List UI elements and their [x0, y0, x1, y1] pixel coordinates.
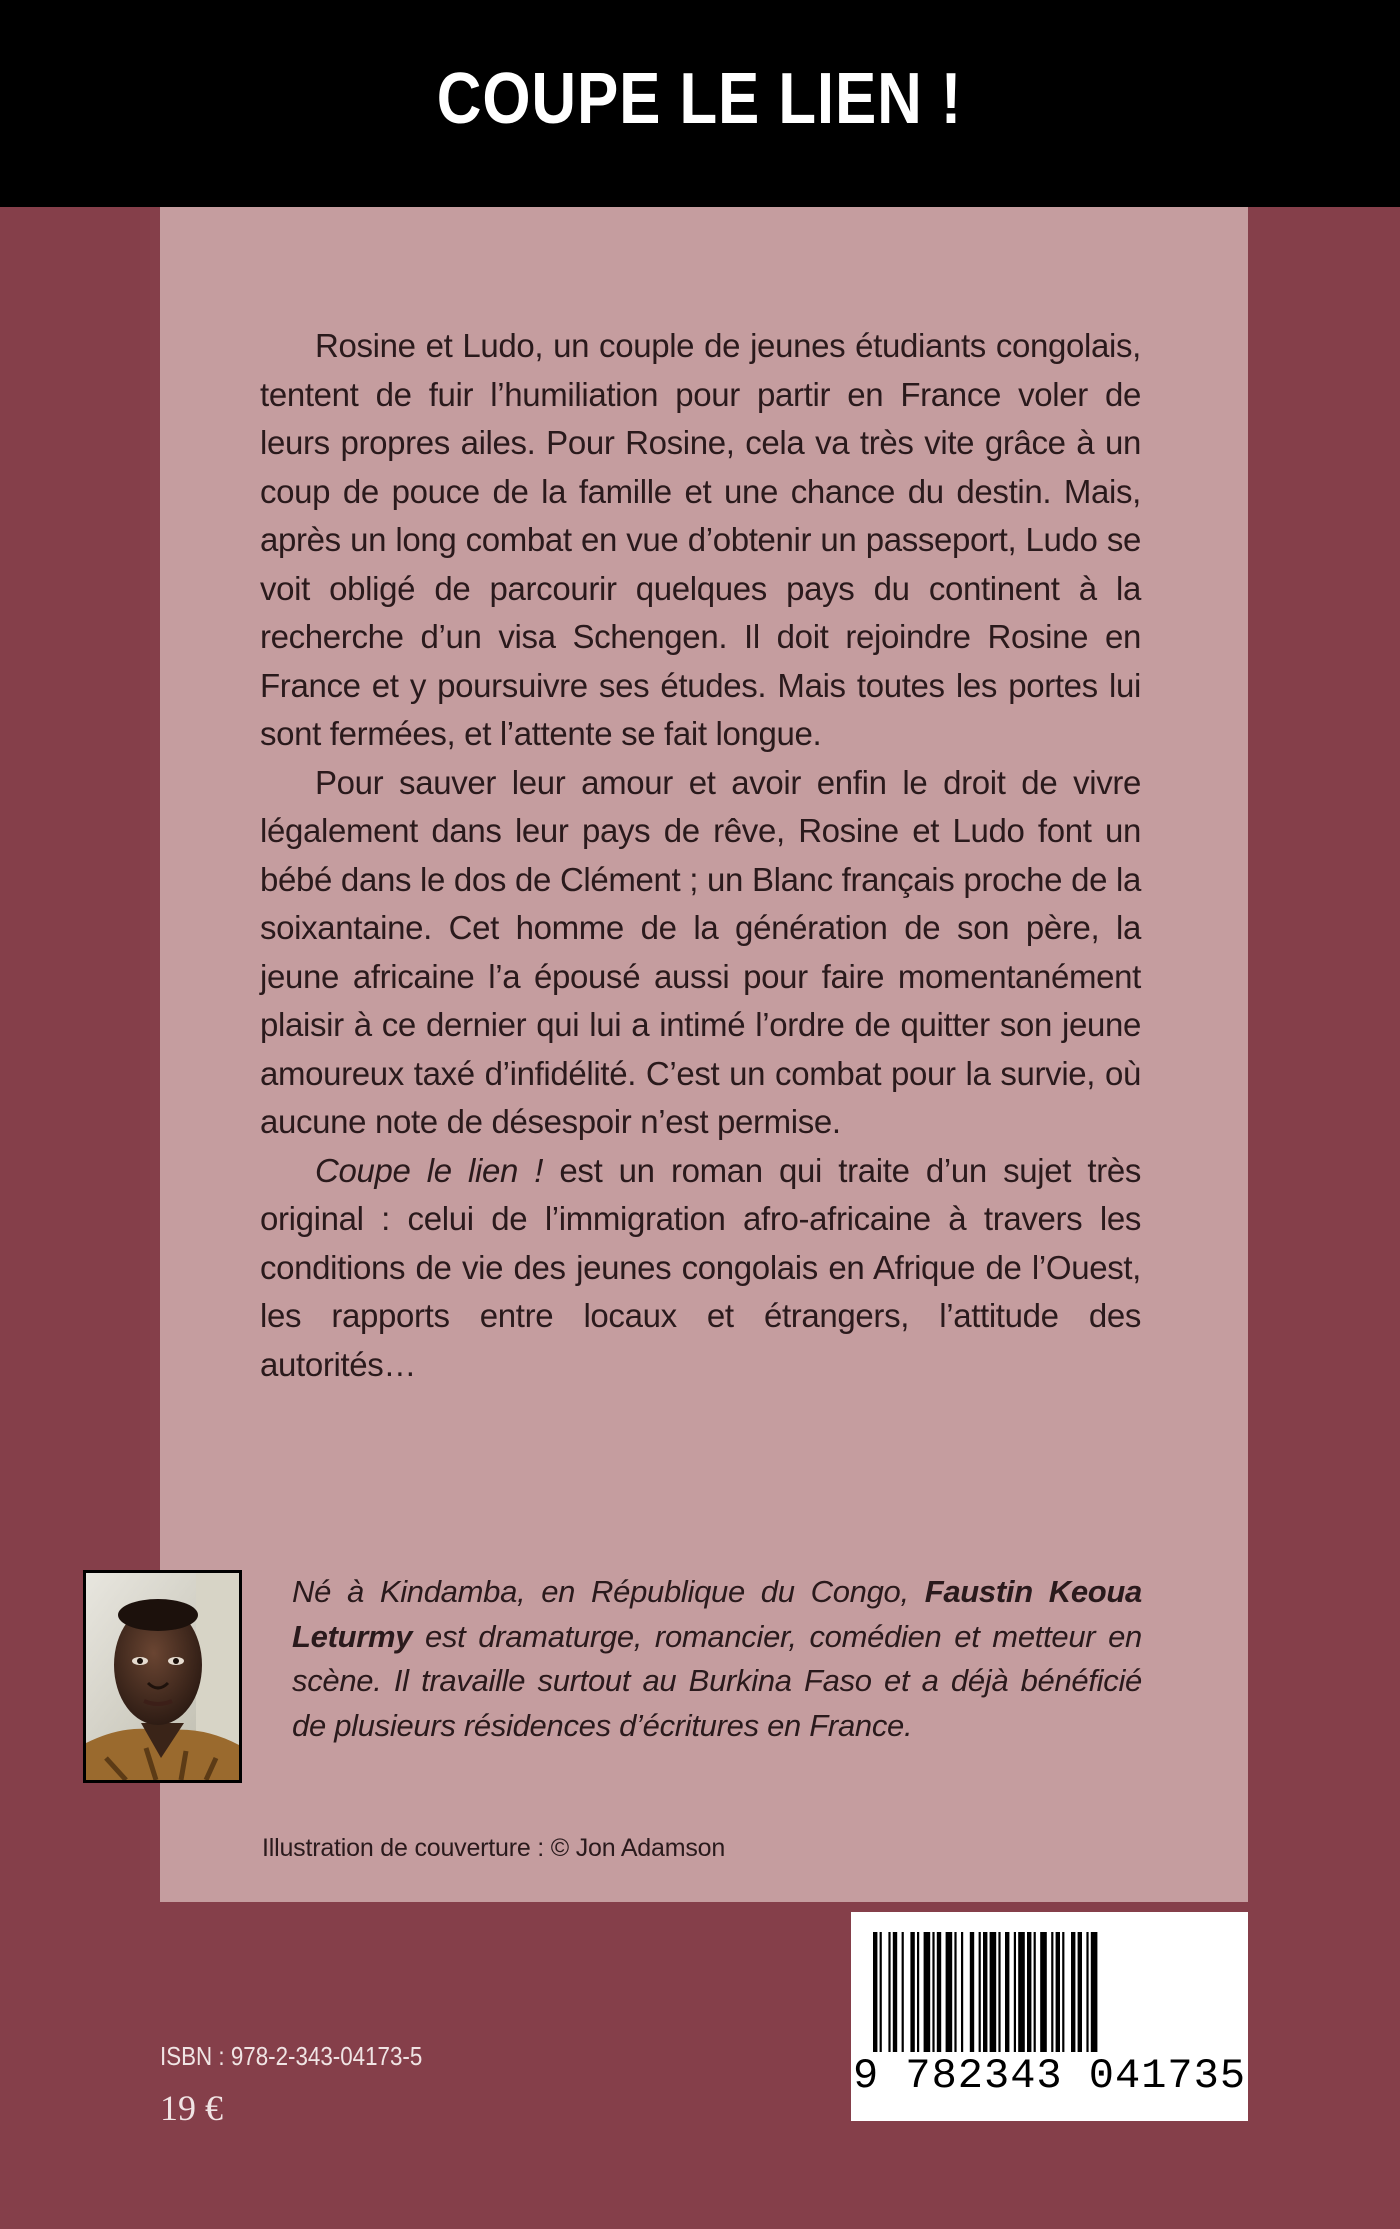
barcode-bar	[1062, 1932, 1064, 2052]
summary-paragraph-3-text: est un roman qui traite d’un sujet très original : celui de l’immigration afro-africaine à travers les conditions de vie des jeunes congolais en Afrique de l’Ouest, les rapports entre locaux et étrangers, l’attitude des autorités…	[260, 1151, 1141, 1383]
summary-paragraph-3	[260, 1147, 1141, 1390]
barcode-bar	[932, 1932, 934, 2052]
barcode-bar	[1071, 1932, 1075, 2052]
barcode-bar	[937, 1932, 941, 2052]
barcode-bar	[970, 1932, 974, 2052]
summary-title-italic: Coupe le lien !	[315, 1151, 544, 1189]
barcode-bar	[1005, 1932, 1009, 2052]
barcode-bar	[1091, 1932, 1098, 2052]
barcode	[851, 1912, 1248, 2121]
barcode-bar	[893, 1932, 897, 2052]
summary-paragraph-2: Pour sauver leur amour et avoir enfin le droit de vivre légalement dans leur pays de rêve, Rosine et Ludo font un bébé dans le dos de Clément ; un Blanc français proche de la soixantaine. Cet homme de la génération de son père, la jeune africaine l’a épousé aussi pour faire momentanément plaisir à ce dernier qui lui a intimé l’ordre de quitter son jeune amoureux taxé d’infidélité. C’est un combat pour la survie, où aucune note de désespoir n’est permise.	[260, 763, 1141, 1140]
barcode-bar	[902, 1932, 904, 2052]
barcode-bar	[954, 1932, 956, 2052]
isbn: ISBN : 978-2-343-04173-5	[160, 2041, 423, 2071]
barcode-bar	[1040, 1932, 1047, 2052]
author-name: Faustin Keoua Leturmy	[292, 1574, 1142, 1654]
price: 19 €	[160, 2088, 223, 2128]
barcode-bar	[880, 1932, 882, 2052]
barcode-bar	[1078, 1932, 1082, 2052]
barcode-bar	[983, 1932, 987, 2052]
barcode-bar	[961, 1932, 963, 2052]
barcode-bar	[1034, 1932, 1036, 2052]
barcode-bar	[1014, 1932, 1016, 2052]
book-summary	[260, 322, 1141, 1389]
barcode-bar	[1018, 1932, 1025, 2052]
barcode-bar	[910, 1932, 914, 2052]
barcode-bar	[1051, 1932, 1053, 2052]
title-banner	[0, 0, 1400, 207]
barcode-bar	[888, 1932, 890, 2052]
author-bio	[292, 1570, 1142, 1748]
barcode-bar	[1027, 1932, 1031, 2052]
barcode-digits: 9 782343 041735	[852, 2052, 1247, 2100]
illustration-credit: Illustration de couverture : © Jon Adamson	[262, 1834, 726, 1862]
barcode-bar	[946, 1932, 953, 2052]
barcode-bar	[873, 1932, 877, 2052]
barcode-bar	[1056, 1932, 1060, 2052]
barcode-bar	[990, 1932, 997, 2052]
author-bio-intro: Né à Kindamba, en République du Congo,	[292, 1574, 925, 1609]
barcode-bar	[924, 1932, 931, 2052]
author-portrait-illustration	[86, 1573, 239, 1780]
barcode-bar	[1086, 1932, 1088, 2052]
summary-paragraph-1: Rosine et Ludo, un couple de jeunes étudiants congolais, tentent de fuir l’humiliation pour partir en France voler de leurs propres ailes. Pour Rosine, cela va très vite grâce à un coup de pouce de la famille et une chance du destin. Mais, après un long combat en vue d’obtenir un passeport, Ludo se voit obligé de parcourir quelques pays du continent à la recherche d’un visa Schengen. Il doit rejoindre Rosine en France et y poursuivre ses études. Mais toutes les portes lui sont fermées, et l’attente se fait longue.	[260, 327, 1141, 752]
book-title: COUPE LE LIEN !	[437, 58, 963, 139]
author-photo	[83, 1570, 242, 1783]
author-bio-rest: est dramaturge, romancier, comédien et metteur en scène. Il travaille surtout au Burkina Faso et a déjà bénéficié de plusieurs résidences d’écritures en France.	[292, 1618, 1142, 1743]
barcode-bar	[917, 1932, 919, 2052]
barcode-bar	[998, 1932, 1000, 2052]
barcode-bar	[979, 1932, 981, 2052]
